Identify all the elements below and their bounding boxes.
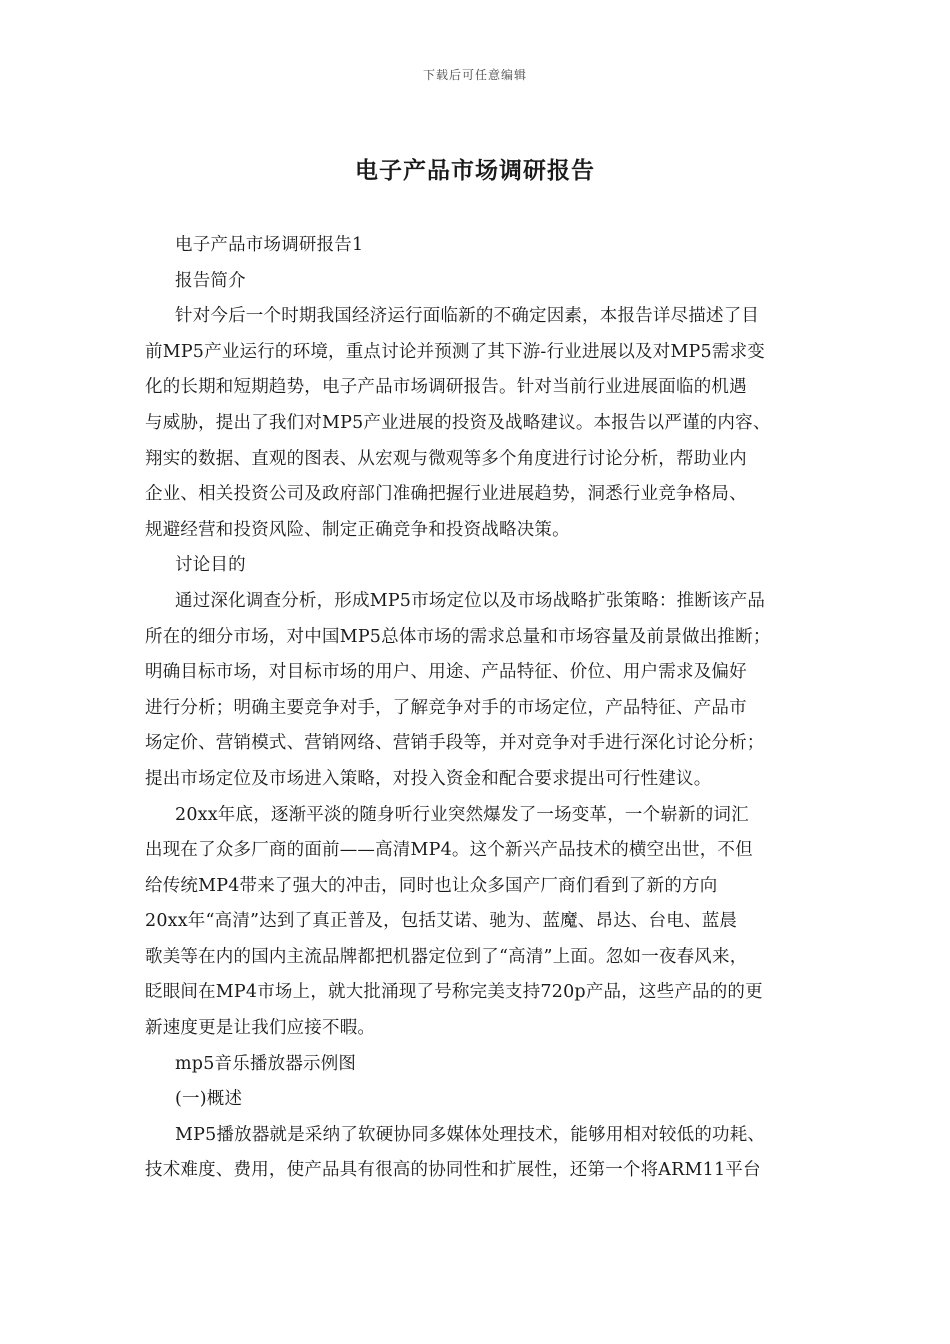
body-text-line: 眨眼间在MP4市场上，就大批涌现了号称完美支持720p产品，这些产品的的更: [145, 982, 763, 1003]
body-text-line: mp5音乐播放器示例图: [175, 1053, 357, 1074]
body-text-line: 歌美等在内的国内主流品牌都把机器定位到了“高清”上面。忽如一夜春风来，: [145, 946, 748, 967]
body-text-line: 提出市场定位及市场进入策略，对投入资金和配合要求提出可行性建议。: [145, 768, 712, 789]
body-text-line: 化的长期和短期趋势，电子产品市场调研报告。针对当前行业进展面临的机遇: [145, 377, 747, 398]
body-text-line: 所在的细分市场，对中国MP5总体市场的需求总量和市场容量及前景做出推断；: [145, 626, 771, 647]
body-text-line: 进行分析；明确主要竞争对手，了解竞争对手的市场定位，产品特征、产品市: [145, 697, 747, 718]
body-text-line: 电子产品市场调研报告1: [175, 235, 364, 255]
body-text-line: 明确目标市场，对目标市场的用户、用途、产品特征、价位、用户需求及偏好: [145, 662, 747, 683]
body-text-line: 技术难度、费用，使产品具有很高的协同性和扩展性，还第一个将ARM11平台: [145, 1160, 761, 1181]
body-text-line: 20xx年“高清”达到了真正普及，包括艾诺、驰为、蓝魔、昂达、台电、蓝晨: [145, 911, 738, 932]
document-title: 电子产品市场调研报告: [355, 157, 595, 184]
body-text-line: 通过深化调查分析，形成MP5市场定位以及市场战略扩张策略：推断该产品: [175, 590, 766, 611]
body-text-line: 企业、相关投资公司及政府部门准确把握行业进展趋势，洞悉行业竞争格局、: [145, 484, 747, 505]
body-text-line: 规避经营和投资风险、制定正确竞争和投资战略决策。: [145, 519, 570, 540]
body-text-line: 前MP5产业运行的环境，重点讨论并预测了其下游-行业进展以及对MP5需求变: [145, 341, 765, 362]
document-body: [145, 228, 825, 1189]
body-text-line: 20xx年底，逐渐平淡的随身听行业突然爆发了一场变革，一个崭新的词汇: [175, 804, 749, 825]
body-text-line: 针对今后一个时期我国经济运行面临新的不确定因素，本报告详尽描述了目: [175, 306, 760, 327]
body-text-line: 出现在了众多厂商的面前——高清MP4。这个新兴产品技术的横空出世，不但: [145, 840, 753, 861]
body-text-line: 新速度更是让我们应接不暇。: [145, 1018, 376, 1039]
body-text-line: 给传统MP4带来了强大的冲击，同时也让众多国产厂商们看到了新的方向: [145, 875, 718, 896]
body-text-line: 翔实的数据、直观的图表、从宏观与微观等多个角度进行讨论分析，帮助业内: [145, 448, 747, 469]
body-text-line: (一)概述: [175, 1089, 243, 1110]
body-text-line: 与威胁，提出了我们对MP5产业进展的投资及战略建议。本报告以严谨的内容、: [145, 412, 771, 433]
body-text-line: 讨论目的: [175, 555, 246, 576]
header-note: 下载后可任意编辑: [422, 68, 527, 82]
body-text-line: 报告简介: [175, 270, 246, 291]
body-text-line: 场定价、营销模式、营销网络、营销手段等，并对竞争对手进行深化讨论分析；: [145, 733, 765, 754]
body-text-line: MP5播放器就是采纳了软硬协同多媒体处理技术，能够用相对较低的功耗、: [175, 1124, 766, 1145]
